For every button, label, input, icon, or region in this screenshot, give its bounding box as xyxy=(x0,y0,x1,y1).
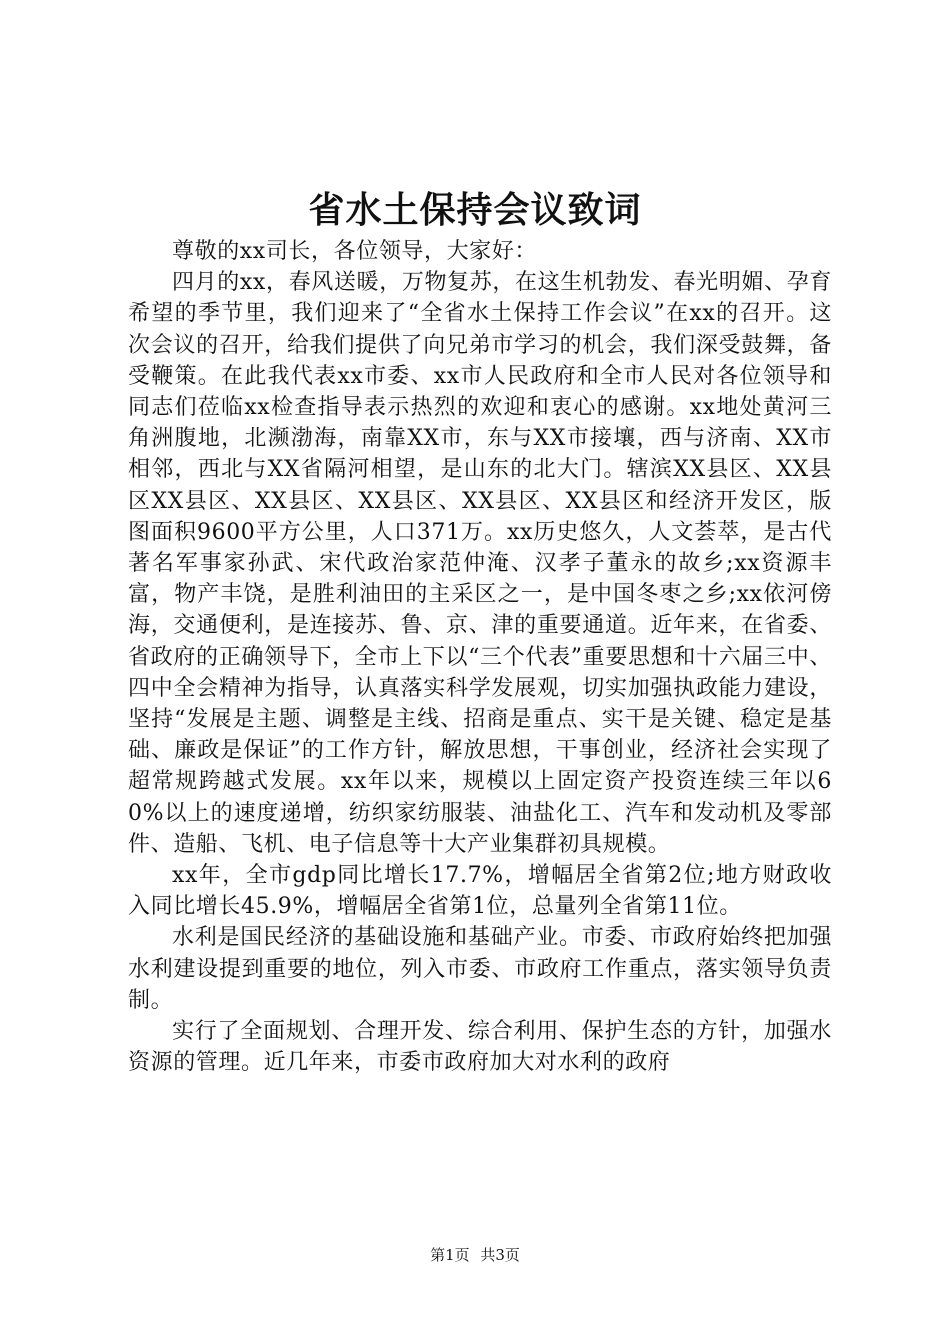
paragraph-introduction: 四月的xx，春风送暖，万物复苏，在这生机勃发、春光明媚、孕育希望的季节里，我们迎来了“全省水土保持工作会议”在xx的召开。这次会议的召开，给我们提供了向兄弟市学习的机会，我们深受鼓舞，备受鞭策。在此我代表xx市委、xx市人民政府和全市人民对各位领导和同志们莅临xx检查指导表示热烈的欢迎和衷心的感谢。xx地处黄河三角洲腹地，北濒渤海，南靠XX市，东与XX市接壤，西与济南、XX市相邻，西北与XX省隔河相望，是山东的北大门。辖滨XX县区、XX县区XX县区、XX县区、XX县区、XX县区、XX县区和经济开发区，版图面积9600平方公里，人口371万。xx历史悠久，人文荟萃，是古代著名军事家孙武、宋代政治家范仲淹、汉孝子董永的故乡;xx资源丰富，物产丰饶，是胜利油田的主采区之一，是中国冬枣之乡;xx依河傍海，交通便利，是连接苏、鲁、京、津的重要通道。近年来，在省委、省政府的正确领导下，全市上下以“三个代表”重要思想和十六届三中、四中全会精神为指导，认真落实科学发展观，切实加强执政能力建设，坚持“发展是主题、调整是主线、招商是重点、实干是关键、稳定是基础、廉政是保证”的工作方针，解放思想，干事创业，经济社会实现了超常规跨越式发展。xx年以来，规模以上固定资产投资连续三年以60%以上的速度递增，纺织家纺服装、油盐化工、汽车和发动机及零部件、造船、飞机、电子信息等十大产业集群初具规模。 xyxy=(128,270,832,857)
paragraph-greeting: 尊敬的xx司长，各位领导，大家好： xyxy=(172,239,538,264)
paragraph-water-conservancy: 水利是国民经济的基础设施和基础产业。市委、市政府始终把加强水利建设提到重要的地位，列入市委、市政府工作重点，落实领导负责制。 xyxy=(128,925,832,1013)
document-body xyxy=(128,236,832,1078)
paragraph-policy: 实行了全面规划、合理开发、综合利用、保护生态的方针，加强水资源的管理。近几年来，市委市政府加大对水利的政府 xyxy=(128,1019,832,1076)
page-number: 第1页 xyxy=(430,1246,470,1264)
page-footer xyxy=(0,1244,950,1266)
document-title: 省水土保持会议致词 xyxy=(308,189,642,231)
page-total: 共3页 xyxy=(480,1246,520,1264)
paragraph-economy: xx年，全市gdp同比增长17.7%，增幅居全省第2位;地方财政收入同比增长45.9%，增幅居全省第1位，总量列全省第11位。 xyxy=(128,863,832,920)
